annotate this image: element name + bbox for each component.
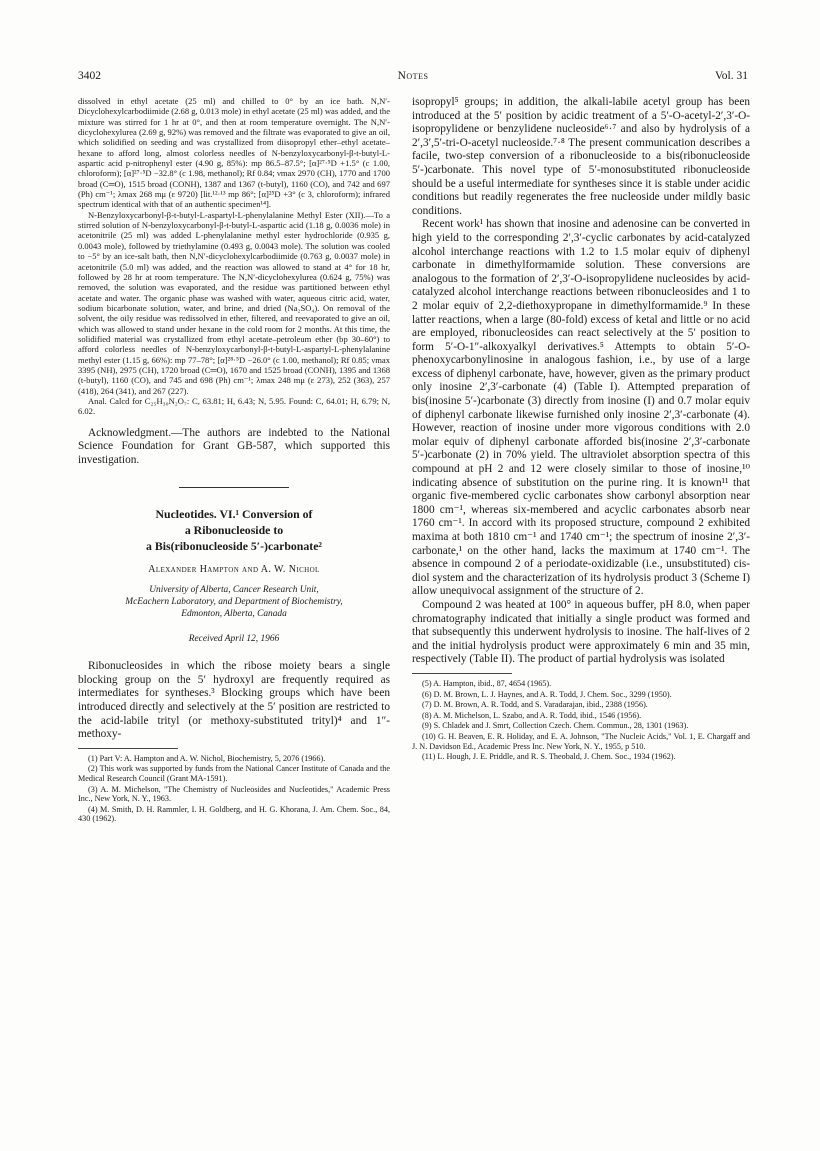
left-column	[78, 96, 390, 1071]
body-paragraph: Recent work¹ has shown that inosine and adenosine can be converted in high yield to the corresponding 2′,3′-cyclic carbonates by acid-catalyzed alcohol interchange reactions with 1.2 to 1.5 molar equiv of diphenyl carbonate in dimethylformamide solution. These conversions are analogous to the formation of 2′,3′-O-isopropylidene nucleosides by acid-catalyzed alcohol interchange reactions between ribonucleosides and 1 to 2 molar equiv of 2,2-diethoxypropane in dimethylformamide.⁹ In these latter reactions, when a large (80-fold) excess of ketal and little or no acid are employed, ribonucleosides can react selectively at the 5′ position to form 5′-O-1″-alkoxyalkyl derivatives.⁵ Attempts to obtain 5′-O-phenoxycarbonylinosine in analogous fashion, i.e., by use of a large excess of diphenyl carbonate, have, however, given as the primary product only inosine 2′,3′-carbonate (4) (Table I). Attempted preparation of bis(inosine 5′-)carbonate (3) directly from inosine (I) and 0.7 molar equiv of diphenyl carbonate likewise furnished only inosine 2′,3′-carbonate (4). However, reaction of inosine under more vigorous conditions with 2.0 molar equiv of diphenyl carbonate afforded bis(inosine 2′,3′-carbonate 5′-)carbonate (2) in 70% yield. The ultraviolet absorption spectra of this compound at pH 2 and 12 were closely similar to those of inosine,¹⁰ indicating absence of substitution on the purine ring. It is known¹¹ that organic five-membered cyclic carbonates show carbonyl absorption near 1800 cm⁻¹, whereas six-membered and acyclic carbonates absorb near 1760 cm⁻¹. In accord with its proposed structure, compound 2 exhibited maxima at both 1810 cm⁻¹ and 1740 cm⁻¹; the spectrum of inosine 2′,3′-carbonate,¹ on the other hand, lacks the maximum at 1740 cm⁻¹. The absence in compound 2 of a periodate-oxidizable (i.e., unsubstituted) cis-diol system and the characterization of its hydrolysis product 3 (Scheme I) allow unequivocal assignment of the structure of 2.	[412, 218, 750, 598]
footnotes-right	[412, 679, 750, 762]
acknowledgment: Acknowledgment.—The authors are indebted to the National Science Foundation for Grant GB-587, which supported this investigation.	[78, 426, 390, 466]
footnote: (3) A. M. Michelson, "The Chemistry of Nucleosides and Nucleotides," Academic Press Inc., New York, N. Y., 1963.	[78, 784, 390, 804]
article-title	[78, 506, 390, 554]
volume-label: Vol. 31	[714, 70, 748, 82]
right-column	[412, 96, 750, 1071]
footnotes-left	[78, 754, 390, 824]
footnote: (9) S. Chladek and J. Smrt, Collection Czech. Chem. Commun., 28, 1301 (1963).	[422, 721, 689, 731]
title-line: a Ribonucleoside to	[184, 523, 284, 538]
experimental-section	[78, 96, 390, 417]
footnote: (5) A. Hampton, ibid., 87, 4654 (1965).	[422, 678, 552, 688]
footnote: (1) Part V: A. Hampton and A. W. Nichol, Biochemistry, 5, 2076 (1966).	[88, 753, 326, 763]
section-title: Notes	[397, 70, 429, 82]
footnote: (11) L. Hough, J. E. Priddle, and R. S. Theobald, J. Chem. Soc., 1934 (1962).	[422, 752, 676, 762]
authors: Alexander Hampton and A. W. Nichol	[148, 564, 320, 576]
footnote: (2) This work was supported by funds from the National Cancer Institute of Canada and the Medical Research Council (Grant MA-1591).	[78, 764, 390, 783]
footnote: (8) A. M. Michelson, L. Szabo, and A. R. Todd, ibid., 1546 (1956).	[422, 710, 642, 720]
affiliation-line: University of Alberta, Cancer Research Unit,	[149, 585, 319, 596]
received-date: Received April 12, 1966	[188, 634, 280, 645]
page-number: 3402	[78, 70, 101, 82]
footnote-rule	[78, 748, 178, 749]
section-divider	[179, 487, 289, 488]
footnote: (6) D. M. Brown, L. J. Haynes, and A. R. Todd, J. Chem. Soc., 3299 (1950).	[422, 689, 672, 699]
running-header	[78, 70, 748, 86]
footnote: (7) D. M. Brown, A. R. Todd, and S. Varadarajan, ibid., 2388 (1956).	[422, 700, 648, 710]
affiliation-line: Edmonton, Alberta, Canada	[181, 608, 287, 619]
title-line: Nucleotides. VI.¹ Conversion of	[155, 507, 313, 522]
body-paragraph: isopropyl⁵ groups; in addition, the alkali-labile acetyl group has been introduced at the 5′ position by acidic treatment of a 5′-O-acetyl-2′,3′-O-isopropylidene or benzylidene nucleoside⁶·⁷ and also by hydrolysis of a 2′,3′,5′-tri-O-acetyl nucleoside.⁷·⁸ The present communication describes a facile, two-step conversion of a ribonucleoside to a bis(ribonucleoside 5′-)carbonate. This novel type of 5′-monosubstituted ribonucleoside should be a useful intermediate for syntheses since it is stable under acidic conditions but readily regenerates the free nucleoside under mildly basic conditions.	[412, 96, 750, 217]
footnote: (4) M. Smith, D. H. Rammler, I. H. Goldberg, and H. G. Khorana, J. Am. Chem. Soc., 84, 430 (1962).	[78, 804, 390, 824]
analysis-paragraph: Anal. Calcd for C₂₅H₃₀N₂O₇: C, 63.81; H, 6.43; N, 5.95. Found: C, 64.01; H, 6.79; N, 6.02.	[78, 395, 390, 417]
affiliation-line: McEachern Laboratory, and Department of Biochemistry,	[125, 597, 343, 608]
title-line: a Bis(ribonucleoside 5′-)carbonate²	[146, 539, 322, 554]
experimental-paragraph: dissolved in ethyl acetate (25 ml) and chilled to 0° by an ice bath. N,N′-Dicyclohexylcarbodiimide (2.68 g, 0.013 mole) in ethyl acetate (25 ml) was added, and the mixture was stirred for 1 hr at 0°, and then at room temperature overnight. The N,N′-dicyclohexylurea (2.69 g, 92%) was removed and the filtrate was evaporated to give an oil, which solidified on seeding and was crystallized from diisopropyl ether–ethyl acetate–hexane to afford long, almost colorless needles of N-benzyloxycarbonyl-β-t-butyl-L-aspartic acid p-nitrophenyl ester (4.90 g, 85%): mp 86.5–87.5°; [α]²⁷·⁵D +1.5° (c 1.00, chloroform); [α]²⁷·⁵D −32.8° (c 1.98, methanol); Rf 0.84; νmax 2970 (CH), 1770 and 1700 broad (C═O), 1515 broad (CONH), 1387 and 1367 (t-butyl), 1160 (CO), and 742 and 697 (Ph) cm⁻¹; λmax 268 mμ (ε 9720) [lit.¹²·¹³ mp 86°; [α]²⁵D +3° (c 3, chloroform); infrared spectrum identical with that of an authentic specimen¹⁴].	[78, 96, 390, 210]
footnote: (10) G. H. Beaven, E. R. Holiday, and E. A. Johnson, "The Nucleic Acids," Vol. 1, E. Chargaff and J. N. Davidson Ed., Academic Press Inc. New York, N. Y., 1955, p 510.	[412, 731, 750, 751]
experimental-paragraph: N-Benzyloxycarbonyl-β-t-butyl-L-aspartyl-L-phenylalanine Methyl Ester (XII).—To a stirred solution of N-benzyloxycarbonyl-β-t-butyl-L-aspartic acid (1.18 g, 0.0036 mole) in acetonitrile (25 ml) was added L-phenylalanine methyl ester hydrochloride (0.935 g, 0.0043 mole), followed by triethylamine (0.493 g, 0.0043 mole). The solution was cooled to −5° by an ice-salt bath, then N,N′-dicyclohexylcarbodiimide (0.763 g, 0.0037 mole) in acetonitrile (5.0 ml) was added, and the reaction was allowed to stand at 4° for 18 hr, followed by 28 hr at room temperature. The N,N′-dicyclohexylurea (0.624 g, 75%) was removed, the solution was evaporated, and the residue was partitioned between ethyl acetate and water. The organic phase was washed with water, aqueous citric acid, water, sodium bicarbonate solution, water, and brine, and dried (Na₂SO₄). On removal of the solvent, the oily residue was redissolved in ether, filtered, and reevaporated to give an oil, which was allowed to stand under hexane in the cold room for 2 months. At this time, the solidified material was crystallized from ethyl acetate–petroleum ether (bp 30–60°) to afford colorless needles of N-benzyloxycarbonyl-β-t-butyl-L-aspartyl-L-phenylalanine methyl ester (1.15 g, 66%): mp 77–78°; [α]²⁸·⁵D −26.0° (c 1.00, methanol); Rf 0.85; νmax 3395 (NH), 2975 (CH), 1720 broad (C═O), 1670 and 1525 broad (CONH), 1395 and 1368 (t-butyl), 1160 (CO), and 745 and 698 (Ph) cm⁻¹; λmax 248 mμ (ε 273), 252 (363), 257 (418), 264 (341), and 267 (227).	[78, 209, 390, 396]
body-paragraph: Compound 2 was heated at 100° in aqueous buffer, pH 8.0, when paper chromatography indicated that initially a single product was formed and that subsequently this underwent hydrolysis to inosine. The half-lives of 2 and the initial hydrolysis product were approximately 6 min and 35 min, respectively (Table II). The product of partial hydrolysis was isolated	[412, 598, 750, 666]
footnote-rule	[412, 673, 512, 674]
intro-paragraph: Ribonucleosides in which the ribose moiety bears a single blocking group on the 5′ hydroxyl are frequently required as intermediates for syntheses.³ Blocking groups which have been introduced directly and selectively at the 5′ position are restricted to the acid-labile trityl (or methoxy-substituted trityl)⁴ and 1″-methoxy-	[78, 660, 390, 741]
affiliation	[78, 585, 390, 620]
